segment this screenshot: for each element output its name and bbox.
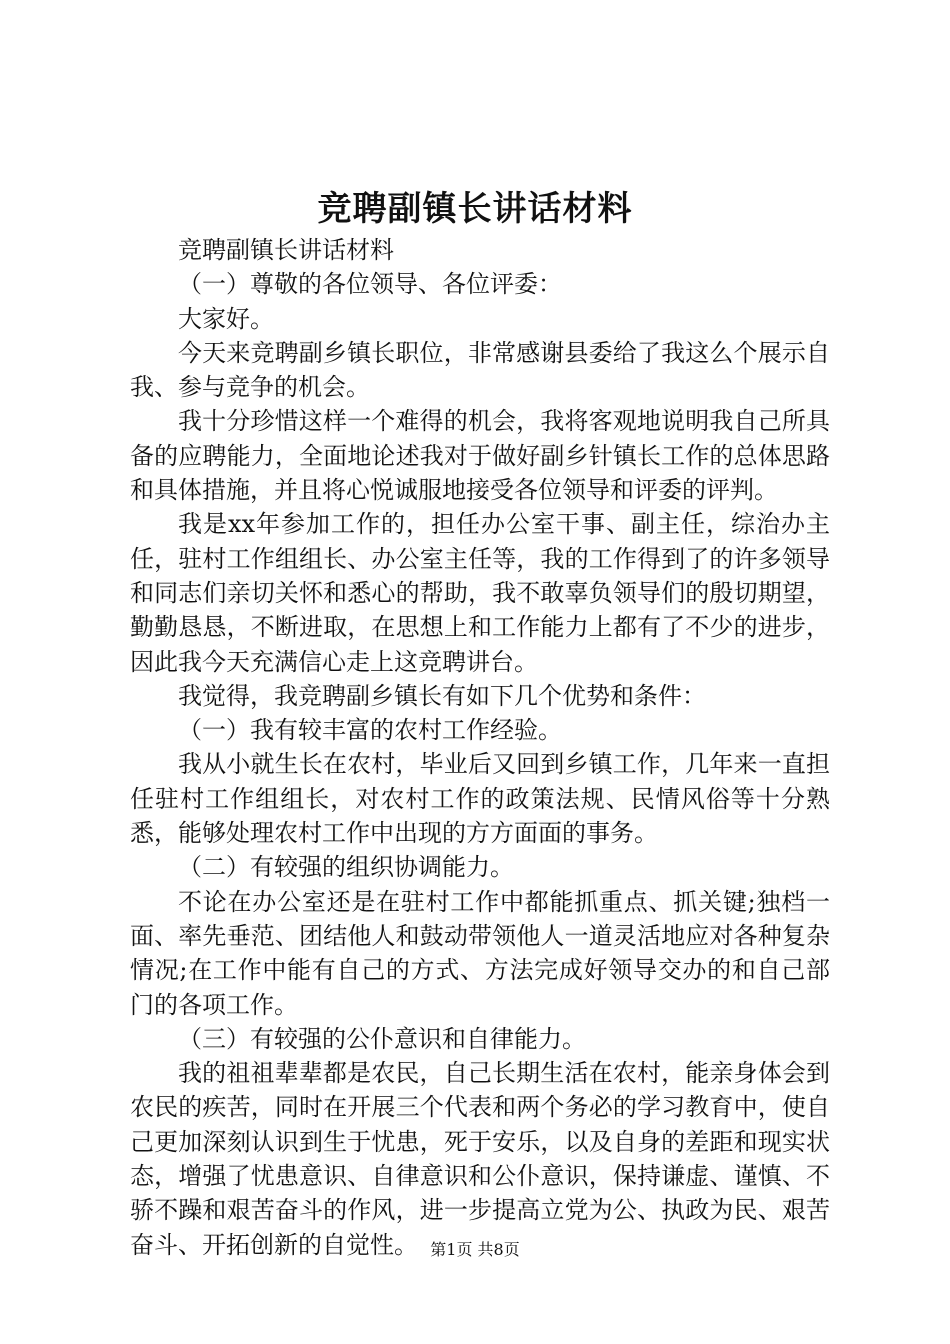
- paragraph-point-one-detail: 我从小就生长在农村，毕业后又回到乡镇工作，几年来一直担任驻村工作组组长，对农村工作的政策法规、民情风俗等十分熟悉，能够处理农村工作中出现的方方面面的事务。: [130, 750, 830, 848]
- page-footer: 第1页 共8页: [430, 1240, 520, 1259]
- document-title: 竞聘副镇长讲话材料: [317, 189, 633, 229]
- paragraph-heading: 竞聘副镇长讲话材料: [178, 236, 394, 264]
- paragraph-experience: 我是xx年参加工作的，担任办公室干事、副主任，综治办主任，驻村工作组组长、办公室主任等，我的工作得到了的许多领导和同志们亲切关怀和悉心的帮助，我不敢辜负领导们的殷切期望，勤勤恳恳，不断进取，在思想上和工作能力上都有了不少的进步，因此我今天充满信心走上这竞聘讲台。: [130, 510, 830, 676]
- paragraph-point-three-detail: 我的祖祖辈辈都是农民，自己长期生活在农村，能亲身体会到农民的疾苦，同时在开展三个代表和两个务必的学习教育中，使自己更加深刻认识到生于忧患，死于安乐，以及自身的差距和现实状态，增强了忧患意识、自律意识和公仆意识，保持谦虚、谨慎、不骄不躁和艰苦奋斗的作风，进一步提高立党为公、执政为民、艰苦奋斗、开拓创新的自觉性。: [130, 1059, 830, 1259]
- paragraph-advantages: 我觉得，我竞聘副乡镇长有如下几个优势和条件：: [178, 681, 706, 710]
- paragraph-point-one: （一）我有较丰富的农村工作经验。: [178, 716, 562, 745]
- paragraph-opportunity: 我十分珍惜这样一个难得的机会，我将客观地说明我自己所具备的应聘能力，全面地论述我对于做好副乡针镇长工作的总体思路和具体措施，并且将心悦诚服地接受各位领导和评委的评判。: [130, 407, 830, 505]
- paragraph-point-two: （二）有较强的组织协调能力。: [178, 853, 514, 882]
- paragraph-greeting: 大家好。: [178, 304, 274, 333]
- paragraph-point-three: （三）有较强的公仆意识和自律能力。: [178, 1024, 586, 1053]
- paragraph-intro: 今天来竞聘副乡镇长职位，非常感谢县委给了我这么个展示自我、参与竞争的机会。: [130, 338, 830, 402]
- paragraph-point-two-detail: 不论在办公室还是在驻村工作中都能抓重点、抓关键;独档一面、率先垂范、团结他人和鼓动带领他人一道灵活地应对各种复杂情况;在工作中能有自己的方式、方法完成好领导交办的和自己部门的各项工作。: [130, 887, 830, 1019]
- paragraph-salutation: （一）尊敬的各位领导、各位评委：: [178, 270, 562, 299]
- document-body: [130, 233, 830, 1262]
